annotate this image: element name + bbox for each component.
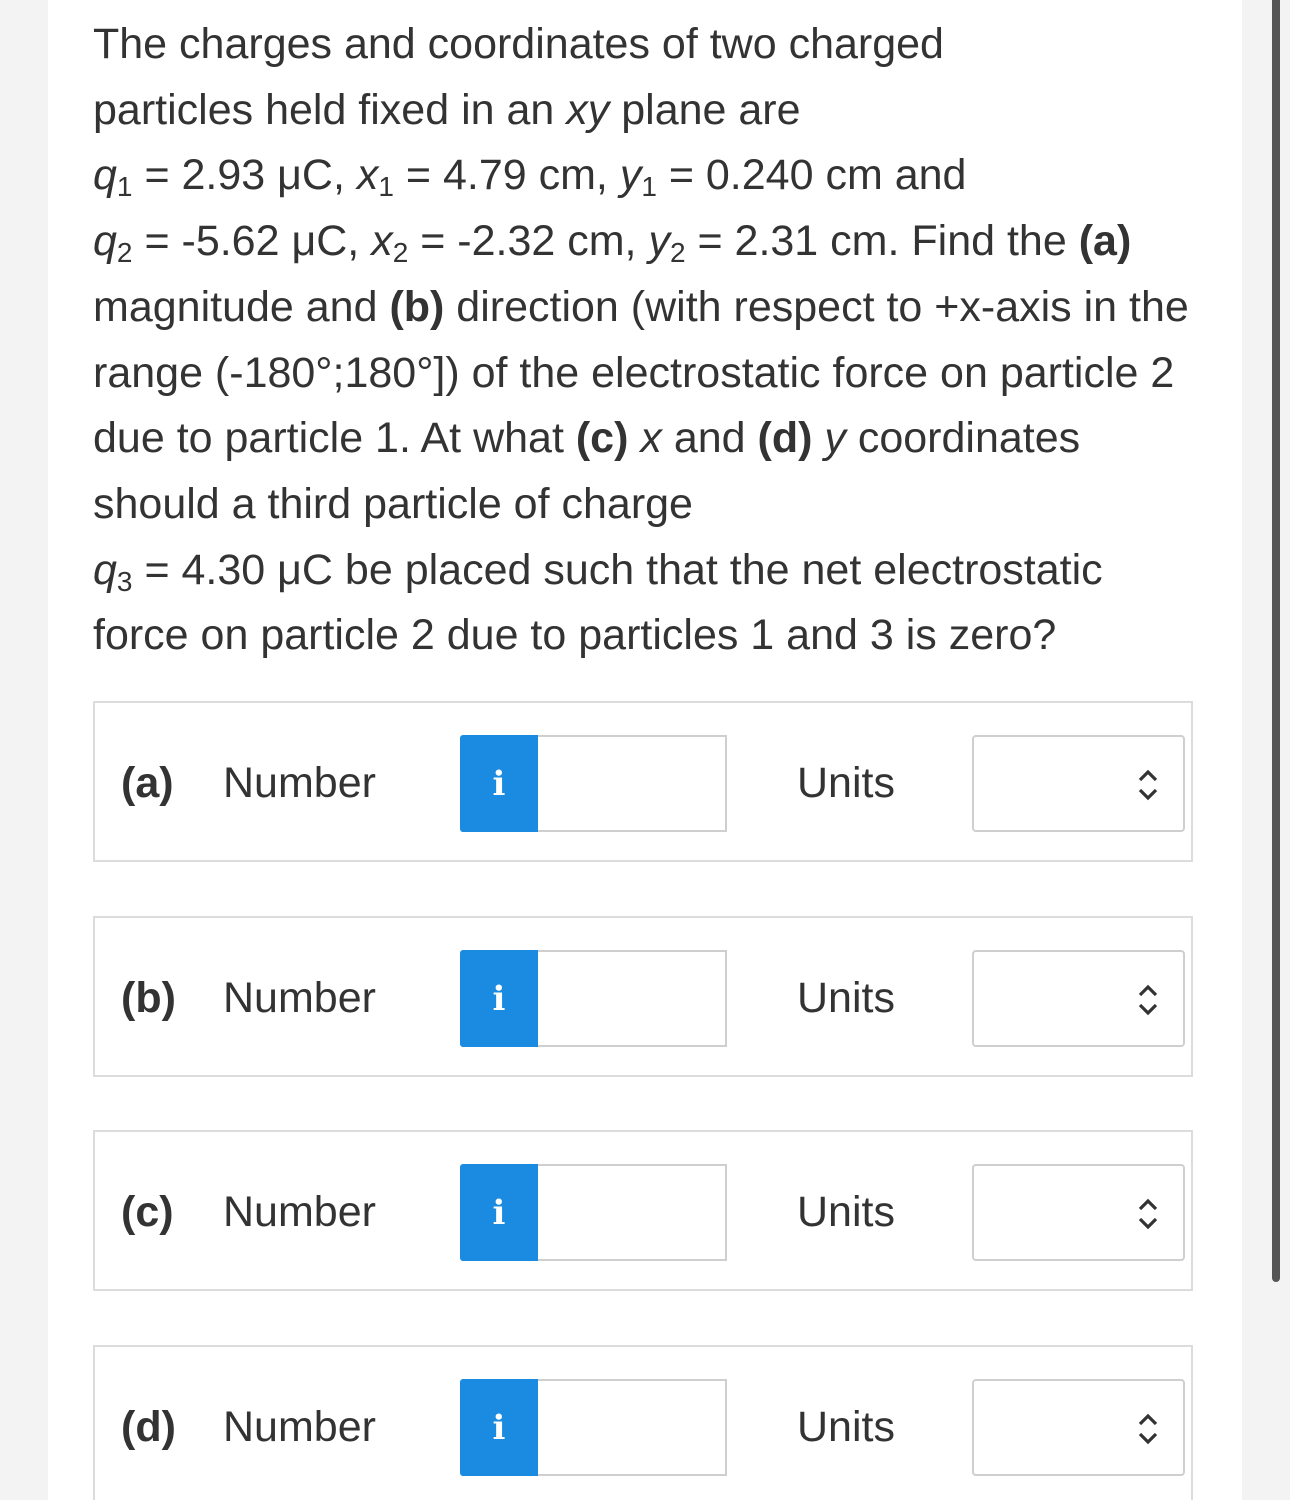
number-label: Number — [223, 974, 376, 1022]
answer-row-d — [93, 1345, 1193, 1500]
number-label: Number — [223, 1188, 376, 1236]
units-label: Units — [797, 974, 895, 1022]
chevron-up-down-icon — [1137, 1194, 1159, 1234]
number-input-a[interactable] — [538, 735, 727, 832]
units-select-b[interactable] — [972, 950, 1185, 1047]
answer-row-c — [93, 1130, 1193, 1291]
answer-row-a — [93, 701, 1193, 862]
units-label: Units — [797, 1403, 895, 1451]
part-label: (c) — [121, 1188, 174, 1236]
chevron-up-down-icon — [1137, 765, 1159, 805]
part-label: (a) — [121, 759, 174, 807]
answer-row-b — [93, 916, 1193, 1077]
info-icon[interactable]: i — [460, 1379, 538, 1476]
units-select-c[interactable] — [972, 1164, 1185, 1261]
info-icon[interactable]: i — [460, 735, 538, 832]
question-text: The charges and coordinates of two charged particles held fixed in an xy plane are $q_1 = 2.93$ μC, $x_1 = 4.79$ cm, $y_1 = 0.240$ cm and $q_2 = -5.62$ μC, $x_2 = -2.32$ cm, $y_2 = 2.31$ cm. Find the (a) magnitude and (b) direction (with respect to +x-axis in the range (-180°;180°]) of the electrostatic force on particle 2 due to particle 1. At what (c) x and (d) y coordinates should a third particle of charge $q_3 = 4.30$ μC be placed such that the net electrostatic force on particle 2 due to particles 1 and 3 is zero? — [93, 20, 1189, 660]
chevron-up-down-icon — [1137, 1409, 1159, 1449]
info-icon[interactable]: i — [460, 1164, 538, 1261]
number-label: Number — [223, 1403, 376, 1451]
info-icon[interactable]: i — [460, 950, 538, 1047]
part-label: (b) — [121, 974, 176, 1022]
units-label: Units — [797, 1188, 895, 1236]
units-select-a[interactable] — [972, 735, 1185, 832]
chevron-up-down-icon — [1137, 980, 1159, 1020]
number-label: Number — [223, 759, 376, 807]
number-input-c[interactable] — [538, 1164, 727, 1261]
number-input-b[interactable] — [538, 950, 727, 1047]
units-label: Units — [797, 759, 895, 807]
number-input-d[interactable] — [538, 1379, 727, 1476]
units-select-d[interactable] — [972, 1379, 1185, 1476]
part-label: (d) — [121, 1403, 176, 1451]
scrollbar[interactable] — [1272, 0, 1280, 1282]
